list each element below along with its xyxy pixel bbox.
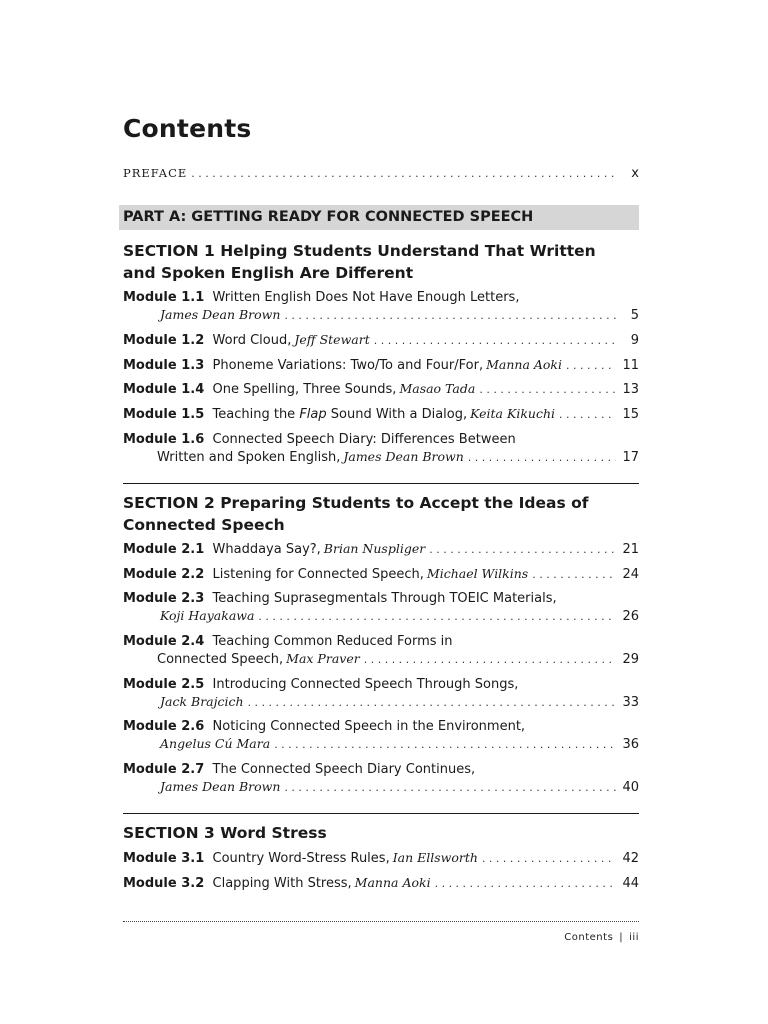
dot-leader xyxy=(435,877,617,890)
module-title: Teaching Common Reduced Forms in xyxy=(212,634,453,649)
module-1-2-entry[interactable] xyxy=(123,332,639,348)
module-2-6-entry[interactable] xyxy=(123,718,639,756)
dot-leader xyxy=(191,167,619,180)
module-number: Module 3.1 xyxy=(123,851,205,866)
module-title: Clapping With Stress, xyxy=(212,876,352,891)
module-author: James Dean Brown xyxy=(160,779,281,794)
module-page: 17 xyxy=(622,450,639,465)
module-page: 5 xyxy=(630,308,639,323)
page-title: Contents xyxy=(123,114,252,143)
module-author: James Dean Brown xyxy=(343,449,464,464)
module-author: Michael Wilkins xyxy=(426,566,529,581)
module-number: Module 1.6 xyxy=(123,432,205,447)
dot-leader xyxy=(429,543,616,556)
module-author: Keita Kikuchi xyxy=(470,406,555,421)
module-title: Phoneme Variations: Two/To and Four/For, xyxy=(212,358,484,373)
module-title: Word Cloud, xyxy=(212,333,292,348)
module-page: 29 xyxy=(622,652,639,667)
module-title-pre: Teaching the xyxy=(212,407,300,422)
module-title: Written English Does Not Have Enough Letters, xyxy=(212,290,520,305)
module-author: Jack Brajcich xyxy=(160,694,244,709)
module-title: One Spelling, Three Sounds, xyxy=(212,382,397,397)
module-number: Module 2.6 xyxy=(123,719,205,734)
dot-leader xyxy=(274,738,616,751)
module-3-1-entry[interactable] xyxy=(123,850,639,866)
module-page: 36 xyxy=(622,737,639,752)
section-1-heading-line2: and Spoken English Are Different xyxy=(123,264,414,282)
section-divider xyxy=(123,483,639,484)
module-title: Teaching Suprasegmentals Through TOEIC Materials, xyxy=(212,591,557,606)
module-number: Module 2.7 xyxy=(123,762,205,777)
dot-leader xyxy=(258,610,616,623)
module-number: Module 1.3 xyxy=(123,358,205,373)
module-title: Listening for Connected Speech, xyxy=(212,567,424,582)
module-author: Brian Nuspliger xyxy=(323,541,426,556)
dot-leader xyxy=(284,309,619,322)
module-page: 26 xyxy=(622,609,639,624)
dot-leader xyxy=(479,383,616,396)
page-footer xyxy=(564,932,639,943)
section-2-heading[interactable] xyxy=(123,492,639,536)
module-title-cont: Connected Speech, xyxy=(157,652,284,667)
module-number: Module 1.2 xyxy=(123,333,205,348)
module-page: 33 xyxy=(622,695,639,710)
module-number: Module 2.2 xyxy=(123,567,205,582)
module-1-5-entry[interactable] xyxy=(123,406,639,422)
dot-leader xyxy=(566,359,616,372)
footer-page-number: iii xyxy=(629,932,639,943)
part-a-label: PART A: GETTING READY FOR CONNECTED SPEECH xyxy=(123,209,534,225)
dot-leader xyxy=(559,408,616,421)
module-title: Introducing Connected Speech Through Songs, xyxy=(212,677,519,692)
dot-leader xyxy=(374,334,619,347)
module-2-5-entry[interactable] xyxy=(123,676,639,714)
dot-leader xyxy=(248,696,617,709)
module-number: Module 2.5 xyxy=(123,677,205,692)
module-number: Module 2.3 xyxy=(123,591,205,606)
module-page: 44 xyxy=(622,876,639,891)
section-2-heading-line1: SECTION 2 Preparing Students to Accept the Ideas of xyxy=(123,494,589,512)
module-2-7-entry[interactable] xyxy=(123,761,639,799)
module-author: Manna Aoki xyxy=(486,357,562,372)
module-1-6-entry[interactable] xyxy=(123,431,639,469)
module-title-cont: Written and Spoken English, xyxy=(157,450,341,465)
dot-leader xyxy=(482,852,617,865)
module-2-4-entry[interactable] xyxy=(123,633,639,671)
dot-leader xyxy=(364,653,617,666)
section-1-heading[interactable] xyxy=(123,240,639,284)
section-1-heading-line1: SECTION 1 Helping Students Understand That Written xyxy=(123,242,596,260)
module-2-3-entry[interactable] xyxy=(123,590,639,628)
module-1-3-entry[interactable] xyxy=(123,357,639,373)
preface-entry[interactable] xyxy=(123,166,639,181)
module-3-2-entry[interactable] xyxy=(123,875,639,891)
module-number: Module 2.4 xyxy=(123,634,205,649)
module-page: 21 xyxy=(622,542,639,557)
module-page: 40 xyxy=(622,780,639,795)
module-2-1-entry[interactable] xyxy=(123,541,639,557)
module-author: Ian Ellsworth xyxy=(392,850,478,865)
footer-separator: | xyxy=(619,932,624,943)
section-3-heading[interactable] xyxy=(123,822,639,844)
module-page: 11 xyxy=(622,358,639,373)
module-title-post: Sound With a Dialog, xyxy=(326,407,468,422)
footer-divider xyxy=(123,921,639,922)
module-page: 24 xyxy=(622,567,639,582)
section-2-heading-line2: Connected Speech xyxy=(123,516,285,534)
module-title: Connected Speech Diary: Differences Between xyxy=(212,432,516,447)
module-title: The Connected Speech Diary Continues, xyxy=(212,762,476,777)
module-title-emphasis: Flap xyxy=(299,407,327,422)
module-number: Module 2.1 xyxy=(123,542,205,557)
module-page: 15 xyxy=(622,407,639,422)
module-1-4-entry[interactable] xyxy=(123,381,639,397)
module-title: Country Word-Stress Rules, xyxy=(212,851,390,866)
module-author: Koji Hayakawa xyxy=(160,608,255,623)
module-2-2-entry[interactable] xyxy=(123,566,639,582)
module-title: Whaddaya Say?, xyxy=(212,542,321,557)
module-1-1-entry[interactable] xyxy=(123,289,639,327)
module-number: Module 1.1 xyxy=(123,290,205,305)
section-3-heading-line1: SECTION 3 Word Stress xyxy=(123,824,327,842)
module-author: Angelus Cú Mara xyxy=(160,736,271,751)
module-number: Module 1.4 xyxy=(123,382,205,397)
module-author: Masao Tada xyxy=(399,381,476,396)
preface-page: x xyxy=(631,166,639,181)
module-page: 13 xyxy=(622,382,639,397)
footer-label: Contents xyxy=(564,932,614,943)
module-number: Module 1.5 xyxy=(123,407,205,422)
dot-leader xyxy=(284,781,616,794)
dot-leader xyxy=(468,451,617,464)
module-number: Module 3.2 xyxy=(123,876,205,891)
part-a-banner xyxy=(119,205,639,230)
preface-label: PREFACE xyxy=(123,166,188,180)
module-author: Jeff Stewart xyxy=(294,332,370,347)
module-page: 42 xyxy=(622,851,639,866)
module-author: Manna Aoki xyxy=(354,875,431,890)
dot-leader xyxy=(532,568,616,581)
module-author: Max Praver xyxy=(286,651,360,666)
module-title: Noticing Connected Speech in the Environment, xyxy=(212,719,526,734)
module-author: James Dean Brown xyxy=(160,307,281,322)
module-page: 9 xyxy=(630,333,639,348)
section-divider xyxy=(123,813,639,814)
